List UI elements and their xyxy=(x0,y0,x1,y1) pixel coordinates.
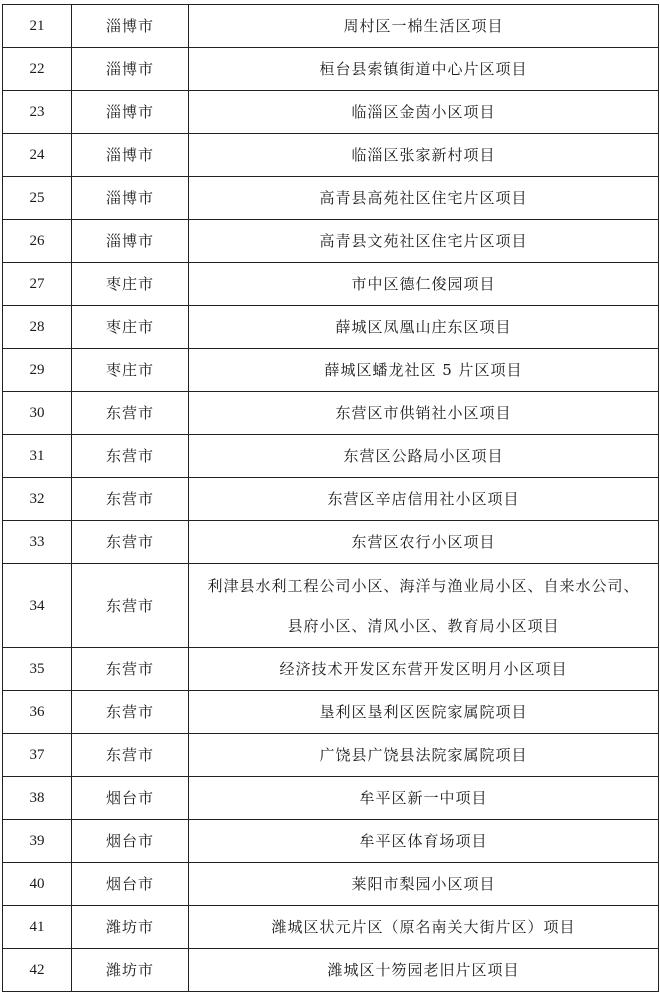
project-cell: 高青县高苑社区住宅片区项目 xyxy=(189,177,659,220)
city-cell: 枣庄市 xyxy=(72,263,189,306)
row-number: 25 xyxy=(3,177,72,220)
city-cell: 东营市 xyxy=(72,564,189,648)
city-cell: 东营市 xyxy=(72,691,189,734)
city-cell: 淄博市 xyxy=(72,220,189,263)
city-cell: 东营市 xyxy=(72,648,189,691)
row-number: 42 xyxy=(3,949,72,992)
city-cell: 烟台市 xyxy=(72,820,189,863)
table-row xyxy=(3,734,659,777)
project-cell: 高青县文苑社区住宅片区项目 xyxy=(189,220,659,263)
project-cell: 牟平区新一中项目 xyxy=(189,777,659,820)
project-cell: 广饶县广饶县法院家属院项目 xyxy=(189,734,659,777)
row-number: 21 xyxy=(3,5,72,48)
table-row xyxy=(3,177,659,220)
city-cell: 枣庄市 xyxy=(72,349,189,392)
table-row xyxy=(3,478,659,521)
table-row xyxy=(3,820,659,863)
table-row xyxy=(3,564,659,648)
row-number: 37 xyxy=(3,734,72,777)
project-cell: 东营区辛店信用社小区项目 xyxy=(189,478,659,521)
row-number: 30 xyxy=(3,392,72,435)
row-number: 24 xyxy=(3,134,72,177)
row-number: 26 xyxy=(3,220,72,263)
row-number: 35 xyxy=(3,648,72,691)
city-cell: 东营市 xyxy=(72,435,189,478)
row-number: 22 xyxy=(3,48,72,91)
table-row xyxy=(3,220,659,263)
row-number: 29 xyxy=(3,349,72,392)
row-number: 40 xyxy=(3,863,72,906)
project-cell: 临淄区金茵小区项目 xyxy=(189,91,659,134)
project-line: 利津县水利工程公司小区、海洋与渔业局小区、自来水公司、 xyxy=(207,576,640,595)
project-cell: 莱阳市梨园小区项目 xyxy=(189,863,659,906)
city-cell: 东营市 xyxy=(72,521,189,564)
table-row xyxy=(3,134,659,177)
table-row xyxy=(3,863,659,906)
project-cell: 桓台县索镇街道中心片区项目 xyxy=(189,48,659,91)
project-cell: 市中区德仁俊园项目 xyxy=(189,263,659,306)
project-list-table xyxy=(2,4,659,992)
project-line: 县府小区、清风小区、教育局小区项目 xyxy=(287,616,560,635)
table-row xyxy=(3,349,659,392)
table-row xyxy=(3,48,659,91)
table-row xyxy=(3,5,659,48)
project-cell: 薛城区凤凰山庄东区项目 xyxy=(189,306,659,349)
table-row xyxy=(3,949,659,992)
table-row xyxy=(3,521,659,564)
city-cell: 烟台市 xyxy=(72,777,189,820)
table-row xyxy=(3,691,659,734)
table-row xyxy=(3,435,659,478)
project-cell: 垦利区垦利区医院家属院项目 xyxy=(189,691,659,734)
project-cell: 潍城区状元片区（原名南关大街片区）项目 xyxy=(189,906,659,949)
row-number: 32 xyxy=(3,478,72,521)
project-cell: 薛城区蟠龙社区 5 片区项目 xyxy=(189,349,659,392)
table-row xyxy=(3,906,659,949)
city-cell: 烟台市 xyxy=(72,863,189,906)
city-cell: 淄博市 xyxy=(72,177,189,220)
row-number: 27 xyxy=(3,263,72,306)
city-cell: 淄博市 xyxy=(72,48,189,91)
city-cell: 潍坊市 xyxy=(72,906,189,949)
project-cell: 牟平区体育场项目 xyxy=(189,820,659,863)
table-row xyxy=(3,777,659,820)
project-cell: 临淄区张家新村项目 xyxy=(189,134,659,177)
city-cell: 淄博市 xyxy=(72,91,189,134)
table-row xyxy=(3,306,659,349)
row-number: 34 xyxy=(3,564,72,648)
city-cell: 东营市 xyxy=(72,478,189,521)
city-cell: 潍坊市 xyxy=(72,949,189,992)
table-row xyxy=(3,263,659,306)
city-cell: 淄博市 xyxy=(72,134,189,177)
project-cell: 经济技术开发区东营开发区明月小区项目 xyxy=(189,648,659,691)
row-number: 41 xyxy=(3,906,72,949)
project-cell: 周村区一棉生活区项目 xyxy=(189,5,659,48)
table-row xyxy=(3,91,659,134)
project-cell: 东营区公路局小区项目 xyxy=(189,435,659,478)
city-cell: 东营市 xyxy=(72,392,189,435)
project-cell: 东营区农行小区项目 xyxy=(189,521,659,564)
row-number: 31 xyxy=(3,435,72,478)
row-number: 38 xyxy=(3,777,72,820)
city-cell: 淄博市 xyxy=(72,5,189,48)
table-row xyxy=(3,392,659,435)
row-number: 23 xyxy=(3,91,72,134)
project-cell xyxy=(189,564,659,648)
row-number: 39 xyxy=(3,820,72,863)
table-row xyxy=(3,648,659,691)
city-cell: 枣庄市 xyxy=(72,306,189,349)
project-cell: 潍城区十笏园老旧片区项目 xyxy=(189,949,659,992)
row-number: 36 xyxy=(3,691,72,734)
row-number: 33 xyxy=(3,521,72,564)
project-cell: 东营区市供销社小区项目 xyxy=(189,392,659,435)
row-number: 28 xyxy=(3,306,72,349)
city-cell: 东营市 xyxy=(72,734,189,777)
